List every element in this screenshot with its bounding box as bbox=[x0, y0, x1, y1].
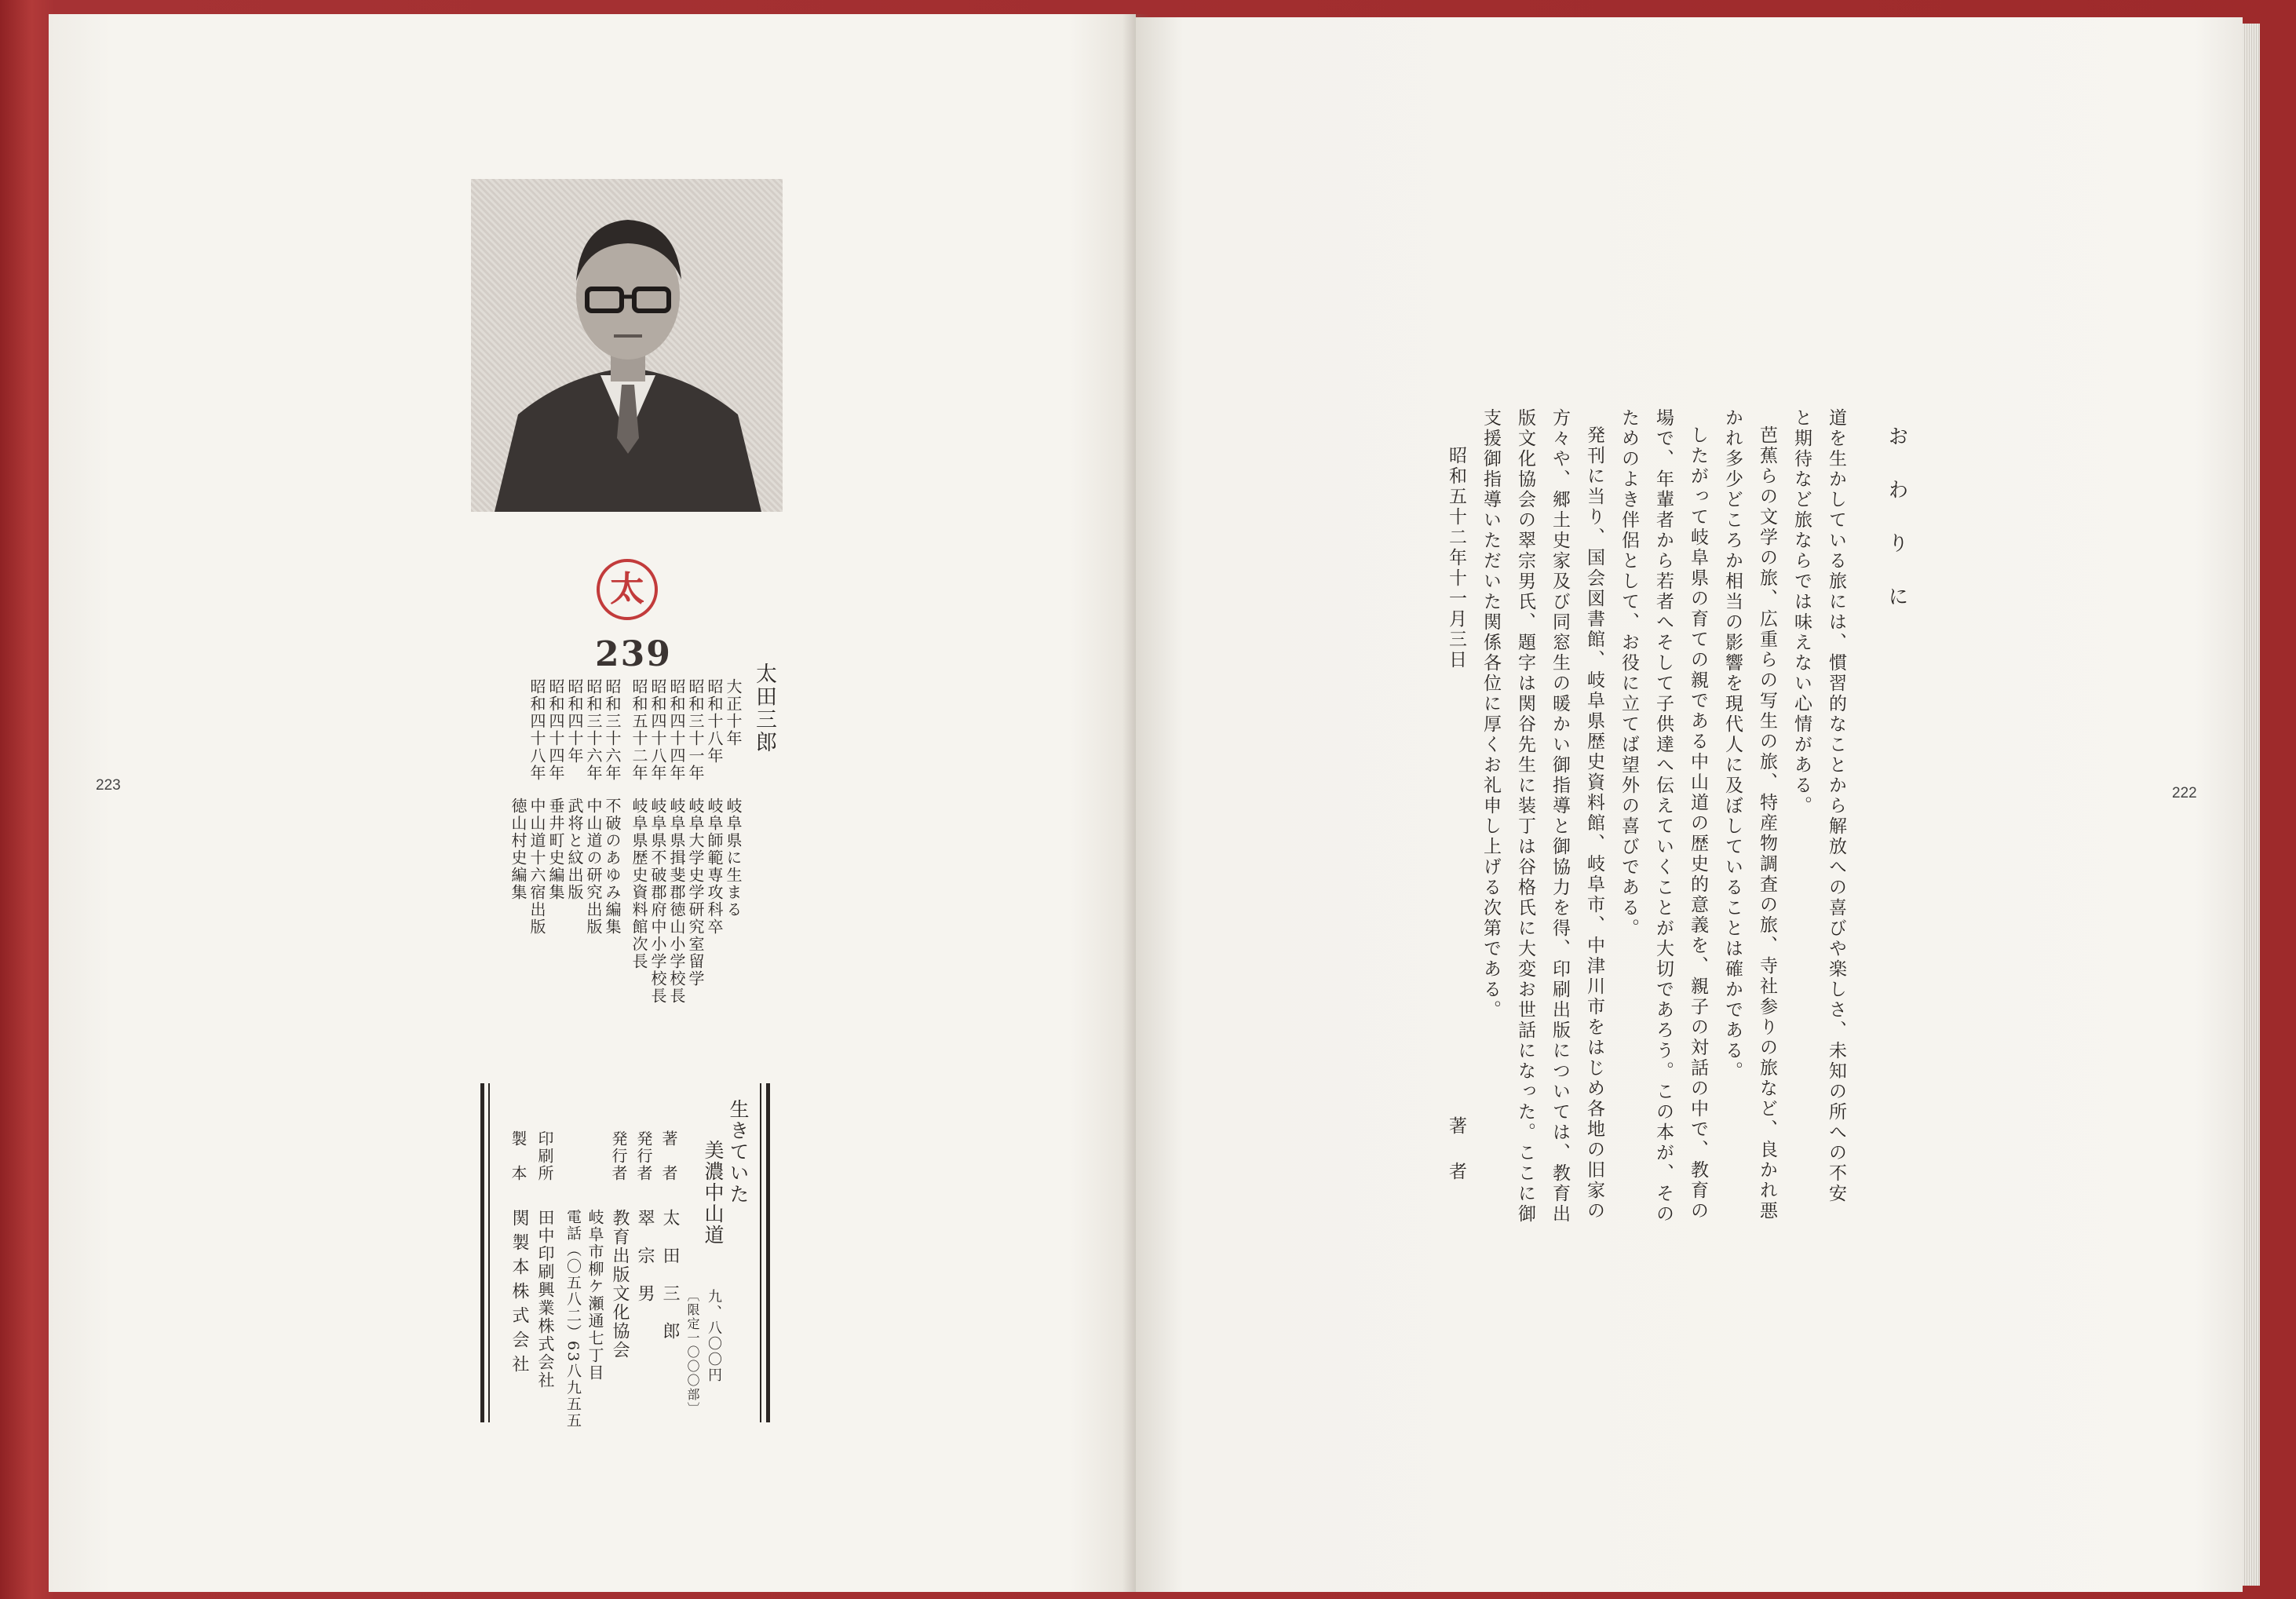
colophon-binder-label: 製 本 bbox=[509, 1130, 527, 1182]
colophon-publisher-label: 発行者 bbox=[609, 1130, 628, 1182]
page-number-left: 223 bbox=[96, 777, 121, 794]
bio-year-3: 昭和三十一年 bbox=[686, 678, 705, 782]
bio-year-8: 昭和三十六年 bbox=[584, 678, 603, 782]
colophon-rule-left-thin bbox=[488, 1083, 490, 1422]
bio-year-9: 昭和四十年 bbox=[565, 678, 584, 765]
colophon-publisher-person: 翠 宗 男 bbox=[635, 1209, 655, 1303]
colophon-printer-label: 印刷所 bbox=[535, 1130, 554, 1182]
bio-event-11: 中山道十六宿出版 bbox=[527, 798, 546, 936]
colophon-title-1: 生きていた bbox=[727, 1099, 750, 1205]
page-edge-stack bbox=[2243, 24, 2260, 1586]
bio-event-4: 岐阜県揖斐郡徳山小学校長 bbox=[667, 798, 686, 1005]
body-line-5: したがって岐阜県の育ての親である中山道の歴史的意義を、親子の対話の中で、教育の bbox=[1688, 425, 1708, 1221]
bio-event-10: 垂井町史編集 bbox=[546, 798, 565, 901]
colophon-author: 太 田 三 郎 bbox=[660, 1209, 680, 1341]
body-line-7: ためのよき伴侶として、お役に立てば望外の喜びである。 bbox=[1619, 408, 1639, 939]
colophon-publisher-person-label: 発行者 bbox=[634, 1130, 653, 1182]
bio-event-12: 徳山村史編集 bbox=[509, 798, 527, 901]
author-name: 太田三郎 bbox=[752, 663, 776, 754]
bio-year-5: 昭和四十八年 bbox=[648, 678, 667, 782]
body-line-4: かれ多少どころか相当の影響を現代人に及ぼしていることは確かである。 bbox=[1722, 408, 1743, 1082]
bio-year-4: 昭和四十四年 bbox=[667, 678, 686, 782]
colophon-title-2: 美濃中山道 bbox=[702, 1140, 725, 1246]
limited-edition-number: 239 bbox=[595, 634, 672, 674]
bio-year-11: 昭和四十八年 bbox=[527, 678, 546, 782]
colophon-rule-left-thick bbox=[480, 1083, 484, 1422]
colophon-box bbox=[480, 1083, 771, 1429]
colophon-author-label: 著 者 bbox=[659, 1130, 678, 1182]
body-line-3: 芭蕉らの文学の旅、広重らの写生の旅、特産物調査の旅、寺社参りの旅など、良かれ悪 bbox=[1757, 425, 1777, 1221]
bio-year-7: 昭和三十六年 bbox=[603, 678, 622, 782]
right-page bbox=[1136, 17, 2243, 1592]
body-line-2: と期待など旅ならでは味えない心情がある。 bbox=[1791, 408, 1812, 816]
colophon-publisher: 教育出版文化協会 bbox=[610, 1209, 630, 1360]
red-seal-stamp: 太 bbox=[597, 559, 658, 620]
body-line-10: 版文化協会の翠宗男氏、題字は関谷先生に装丁は谷格氏に大変お世話になった。ここに御 bbox=[1515, 408, 1535, 1225]
bio-event-8: 中山道の研究出版 bbox=[584, 798, 603, 936]
page-number-right: 222 bbox=[2172, 785, 2197, 801]
afterword-date: 昭和五十二年十一月三日 bbox=[1446, 446, 1466, 670]
bio-event-6: 岐阜県歴史資料館次長 bbox=[630, 798, 648, 970]
bio-year-1: 大正十年 bbox=[724, 678, 743, 747]
body-line-8: 発刊に当り、国会図書館、岐阜県歴史資料館、岐阜市、中津川市をはじめ各地の旧家の bbox=[1584, 425, 1604, 1221]
bio-event-2: 岐阜師範専攻科卒 bbox=[705, 798, 724, 936]
colophon-binder: 関製本株式会社 bbox=[509, 1209, 529, 1379]
body-line-11: 支援御指導いただいた関係各位に厚くお礼申し上げる次第である。 bbox=[1480, 408, 1501, 1020]
colophon-limited: 〔限定一〇〇〇部〕 bbox=[685, 1289, 700, 1416]
colophon-price: 九、八〇〇円 bbox=[706, 1289, 722, 1383]
afterword-heading: お わ り に bbox=[1885, 425, 1908, 612]
bio-year-6: 昭和五十二年 bbox=[630, 678, 648, 782]
bio-event-9: 武将と紋出版 bbox=[565, 798, 584, 901]
author-portrait bbox=[471, 179, 783, 512]
colophon-phone: 電話（〇五八二）63八九五五 bbox=[564, 1209, 582, 1429]
bio-event-5: 岐阜県不破郡府中小学校長 bbox=[648, 798, 667, 1005]
bio-event-3: 岐阜大学史学研究室留学 bbox=[686, 798, 705, 988]
author-photo-image bbox=[471, 179, 783, 512]
colophon-rule-right-thick bbox=[766, 1083, 770, 1422]
bio-year-2: 昭和十八年 bbox=[705, 678, 724, 765]
colophon-printer: 田中印刷興業株式会社 bbox=[536, 1209, 555, 1389]
body-line-9: 方々や、郷土史家及び同窓生の暖かい御指導と御協力を得、印刷出版については、教育出 bbox=[1550, 408, 1570, 1225]
colophon-address: 岐阜市柳ケ瀬通七丁目 bbox=[586, 1209, 604, 1382]
bio-event-7: 不破のあゆみ編集 bbox=[603, 798, 622, 936]
bio-event-1: 岐阜県に生まる bbox=[724, 798, 743, 918]
bio-year-10: 昭和四十四年 bbox=[546, 678, 565, 782]
afterword-signature: 著 者 bbox=[1446, 1116, 1466, 1185]
colophon-rule-right-thin bbox=[760, 1083, 761, 1422]
body-line-1: 道を生かしている旅には、慣習的なことから解放への喜びや楽しさ、未知の所への不安 bbox=[1826, 408, 1846, 1204]
left-page bbox=[49, 14, 1136, 1592]
body-line-6: 場で、年輩者から若者へそして子供達へ伝えていくことが大切であろう。この本が、その bbox=[1653, 408, 1674, 1225]
